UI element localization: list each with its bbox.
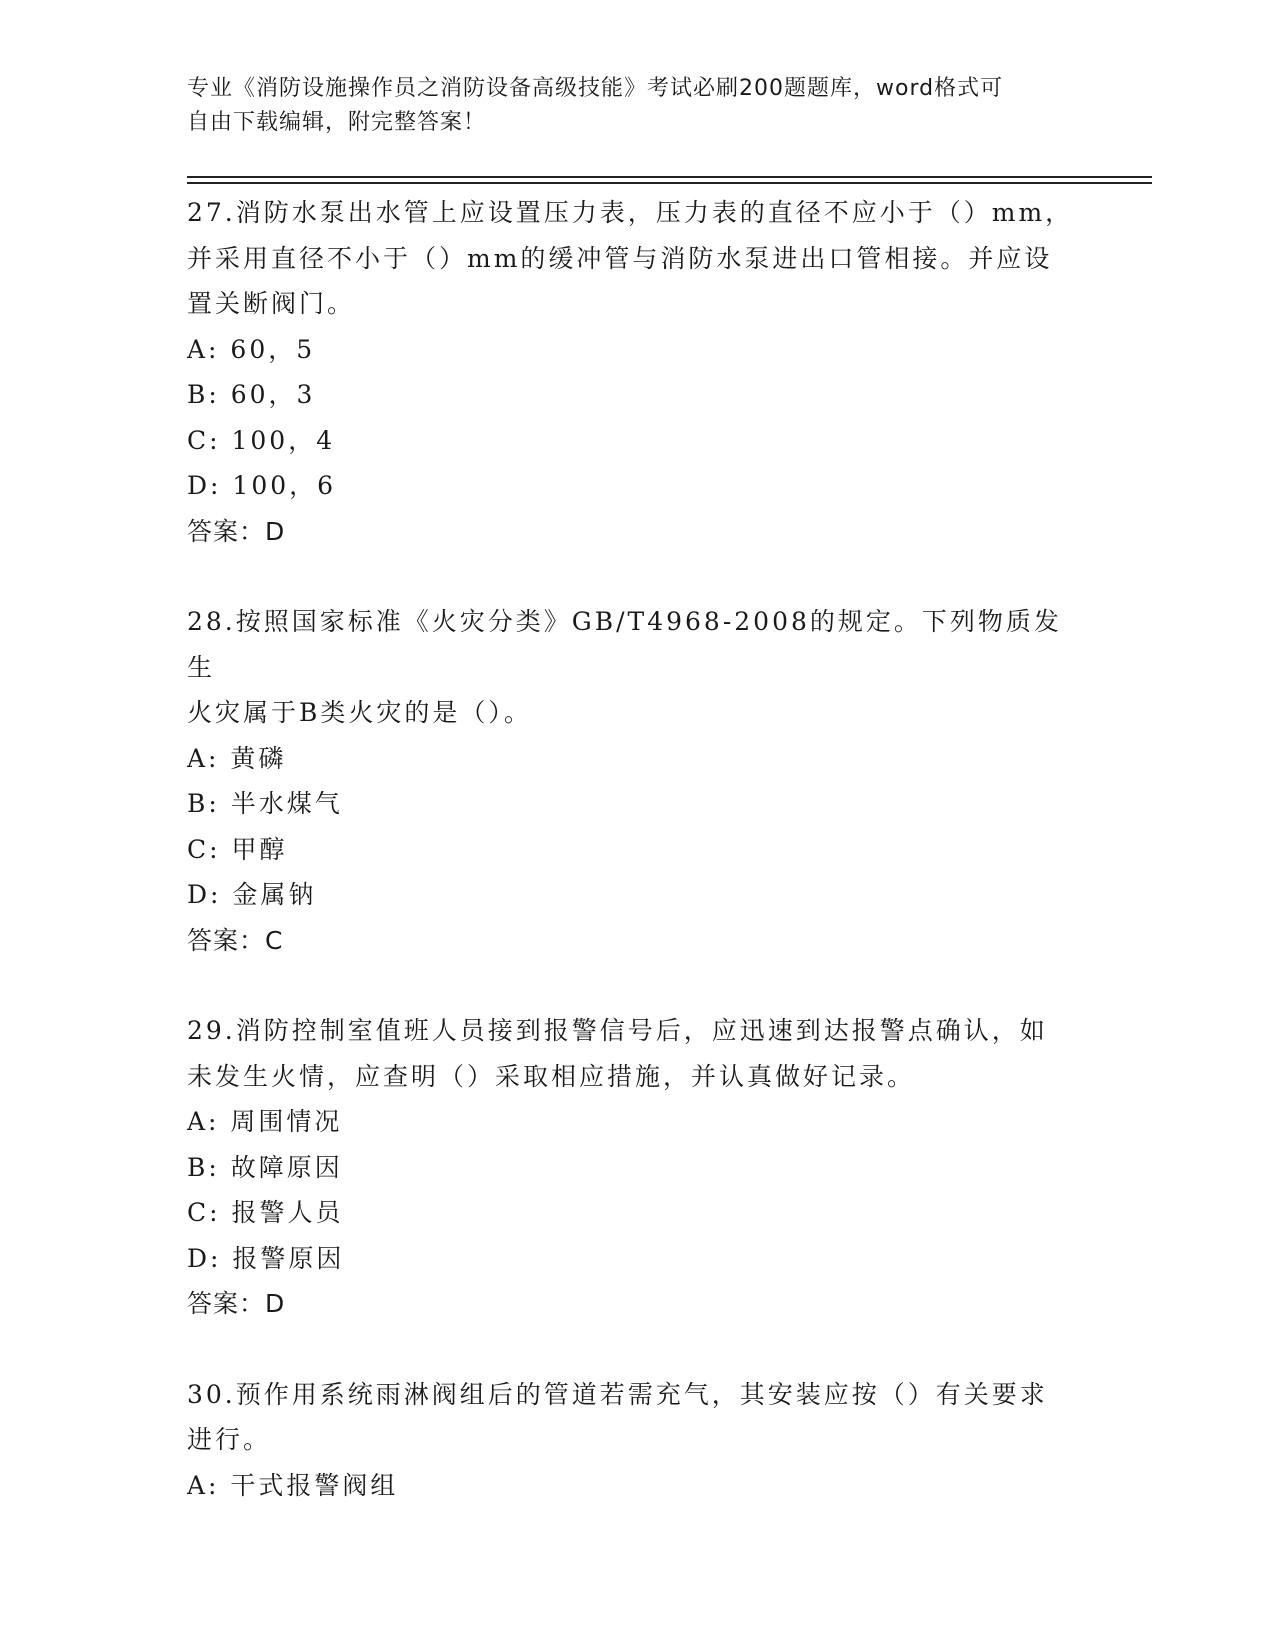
option-b: B: 半水煤气 bbox=[187, 789, 343, 818]
question-28 bbox=[187, 599, 1087, 963]
question-text bbox=[187, 190, 1087, 327]
answer: 答案：C bbox=[187, 925, 284, 955]
answer: 答案：D bbox=[187, 1289, 286, 1318]
option-a: A: 60，5 bbox=[187, 334, 316, 364]
question-text-line: 27.消防水泵出水管上应设置压力表，压力表的直径不应小于（）mm， bbox=[187, 198, 1074, 227]
header-divider-top bbox=[187, 176, 1152, 178]
header-divider-bottom bbox=[187, 182, 1152, 184]
question-list bbox=[187, 190, 1087, 1508]
option-d: D: 金属钠 bbox=[187, 880, 317, 909]
question-text-line: 并采用直径不小于（）mm的缓冲管与消防水泵进出口管相接。并应设 bbox=[187, 243, 1053, 273]
question-spacer bbox=[187, 963, 1087, 1008]
header-line-1: 专业《消防设施操作员之消防设备高级技能》考试必刷200题题库，word格式可 bbox=[187, 76, 1004, 101]
document-header bbox=[187, 72, 1067, 140]
question-text bbox=[187, 1372, 1087, 1463]
question-text-line: 28.按照国家标准《火灾分类》GB/T4968-2008的规定。下列物质发生 bbox=[187, 607, 1062, 682]
header-line-2: 自由下载编辑，附完整答案！ bbox=[187, 110, 487, 135]
question-text-line: 30.预作用系统雨淋阀组后的管道若需充气，其安装应按（）有关要求 bbox=[187, 1379, 1048, 1409]
question-spacer bbox=[187, 1327, 1087, 1372]
option-b: B: 60，3 bbox=[187, 380, 316, 409]
option-b: B: 故障原因 bbox=[187, 1152, 343, 1182]
question-27 bbox=[187, 190, 1087, 554]
question-text-line: 进行。 bbox=[187, 1425, 272, 1454]
option-d: D: 报警原因 bbox=[187, 1243, 345, 1273]
question-text bbox=[187, 1008, 1087, 1099]
option-c: C: 甲醇 bbox=[187, 834, 288, 864]
option-c: C: 报警人员 bbox=[187, 1198, 344, 1227]
question-30 bbox=[187, 1372, 1087, 1509]
option-d: D: 100，6 bbox=[187, 471, 337, 500]
question-spacer bbox=[187, 554, 1087, 599]
option-a: A: 周围情况 bbox=[187, 1107, 343, 1136]
option-a: A: 黄磷 bbox=[187, 743, 287, 773]
answer: 答案：D bbox=[187, 516, 286, 546]
option-c: C: 100，4 bbox=[187, 425, 336, 455]
option-a: A: 干式报警阀组 bbox=[187, 1470, 399, 1500]
question-text-line: 未发生火情，应查明（）采取相应措施，并认真做好记录。 bbox=[187, 1061, 916, 1091]
question-text-line: 29.消防控制室值班人员接到报警信号后，应迅速到达报警点确认，如 bbox=[187, 1016, 1048, 1045]
question-text-line: 置关断阀门。 bbox=[187, 289, 356, 318]
question-text bbox=[187, 599, 1087, 736]
question-29 bbox=[187, 1008, 1087, 1327]
question-text-line: 火灾属于B类火灾的是（）。 bbox=[187, 698, 532, 727]
